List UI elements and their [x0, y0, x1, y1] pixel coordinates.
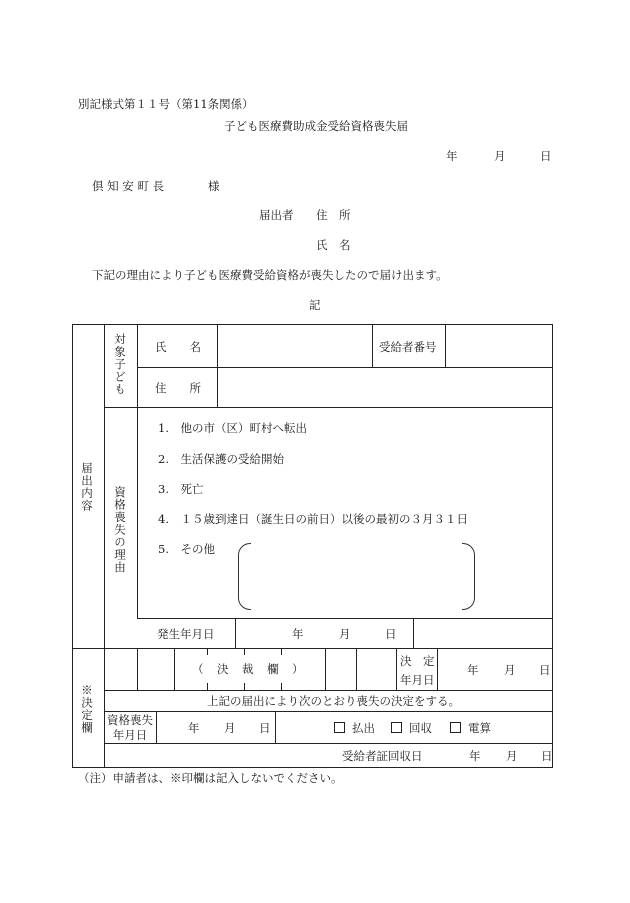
reason-item-4[interactable]: 4. １５歳到達日（誕生日の前日）以後の最初の３月３１日 — [158, 512, 468, 526]
decision-year-label: 年 — [467, 663, 479, 677]
applicant-name-label: 氏 名 — [316, 238, 351, 252]
statement: 下記の理由により子ども医療費受給資格が喪失したので届け出ます。 — [92, 268, 448, 282]
applicant-label: 届出者 — [259, 208, 294, 222]
card-return-month-label: 月 — [506, 749, 518, 763]
approval-column-label: （ 決 裁 欄 ） — [192, 662, 305, 676]
reason-item-2[interactable]: 2. 生活保護の受給開始 — [158, 452, 284, 466]
form-number: 別記様式第１１号（第11条関係） — [78, 97, 254, 111]
decision-day-label: 日 — [539, 663, 551, 677]
checkbox-calc[interactable] — [450, 722, 461, 733]
addressee: 倶 知 安 町 長 — [92, 179, 165, 193]
applicant-address-label: 住 所 — [316, 208, 351, 222]
option-collect[interactable]: 回収 — [391, 721, 432, 735]
child-name-field[interactable] — [218, 325, 371, 366]
honorific: 様 — [208, 179, 220, 193]
date-year-label: 年 — [446, 149, 458, 163]
section-label-notification: 届出内容 — [80, 462, 94, 512]
date-day-label: 日 — [540, 149, 552, 163]
date-month-label: 月 — [494, 149, 506, 163]
other-reason-bracket[interactable] — [238, 543, 475, 610]
checkbox-payment[interactable] — [334, 722, 345, 733]
checkbox-collect[interactable] — [391, 722, 402, 733]
decision-statement: 上記の届出により次のとおり喪失の決定をする。 — [207, 694, 460, 708]
decision-date-label: 決 定 年月日 — [400, 654, 435, 687]
decision-month-label: 月 — [504, 663, 516, 677]
reason-item-3[interactable]: 3. 死亡 — [158, 482, 204, 496]
loss-month-label: 月 — [224, 721, 236, 735]
reason-item-5[interactable]: 5. その他 — [158, 542, 215, 556]
recipient-number-label: 受給者番号 — [379, 340, 437, 354]
option-calc[interactable]: 電算 — [450, 721, 491, 735]
card-return-date-label: 受給者証回収日 — [342, 749, 423, 763]
section-label-decision: ※決定欄 — [80, 684, 94, 734]
card-return-year-label: 年 — [469, 749, 481, 763]
loss-day-label: 日 — [259, 721, 271, 735]
child-name-label: 氏 名 — [155, 340, 201, 354]
loss-year-label: 年 — [188, 721, 200, 735]
occurrence-day-label: 日 — [385, 627, 397, 641]
child-address-field[interactable] — [218, 368, 551, 406]
child-address-label: 住 所 — [155, 381, 201, 395]
card-return-day-label: 日 — [541, 749, 553, 763]
occurrence-month-label: 月 — [339, 627, 351, 641]
target-child-label: 対象子ども — [113, 333, 127, 396]
recipient-number-field[interactable] — [446, 325, 551, 366]
option-payment[interactable]: 払出 — [334, 721, 375, 735]
loss-date-label: 資格喪失 年月日 — [107, 713, 153, 742]
footer-note: （注）申請者は、※印欄は記入しないでください。 — [78, 771, 343, 785]
form-title: 子ども医療費助成金受給資格喪失届 — [224, 119, 408, 133]
reason-item-1[interactable]: 1. 他の市（区）町村へ転出 — [158, 421, 307, 435]
ki-label: 記 — [309, 298, 321, 312]
occurrence-date-label: 発生年月日 — [157, 627, 215, 641]
occurrence-year-label: 年 — [292, 627, 304, 641]
loss-reason-label: 資格喪失の理由 — [113, 486, 127, 574]
